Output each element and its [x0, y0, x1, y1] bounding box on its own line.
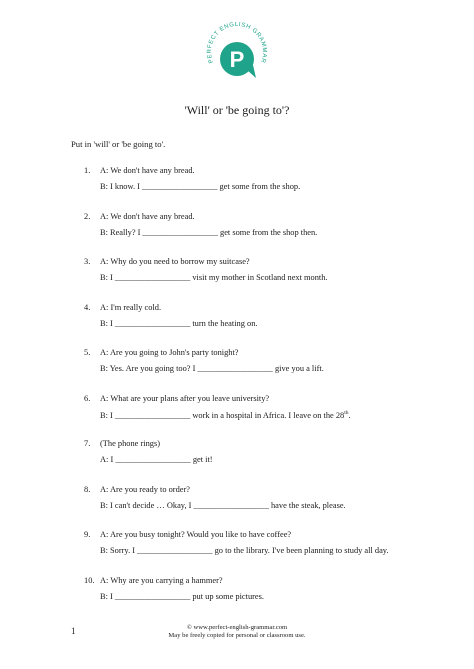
question-prompt: (The phone rings): [100, 439, 161, 448]
question-prompt: A: Are you going to John's party tonight?: [100, 348, 239, 357]
question-number: 7.: [84, 439, 91, 448]
logo-arc-text: PERFECT ENGLISH GRAMMAR: [206, 21, 268, 64]
page-title: 'Will' or 'be going to'?: [184, 103, 290, 117]
question-prompt: A: What are your plans after you leave university?: [100, 393, 270, 403]
answer-line: B: I know. I __________________ get some from the shop.: [100, 182, 301, 191]
instructions: Put in 'will' or 'be going to'.: [71, 139, 166, 149]
question-prompt: A: Why do you need to borrow my suitcase?: [100, 257, 250, 266]
footer-copyright: © www.perfect-english-grammar.com: [186, 624, 288, 631]
question-prompt: A: I'm really cold.: [100, 302, 162, 312]
answer-line: B: I can't decide … Okay, I __________________ have the steak, please.: [100, 500, 346, 510]
question-prompt: A: We don't have any bread.: [100, 166, 195, 175]
question-number: 1.: [84, 166, 91, 175]
question-prompt: A: Are you ready to order?: [100, 484, 190, 494]
answer-line: A: I __________________ get it!: [100, 455, 213, 464]
question-number: 5.: [84, 348, 91, 357]
answer-line: B: I __________________ visit my mother in Scotland next month.: [100, 273, 328, 282]
answer-line: B: Yes. Are you going too? I __________________ give you a lift.: [100, 364, 324, 373]
question-number: 8.: [84, 484, 91, 494]
question-number: 10.: [84, 575, 95, 585]
ordinal-suffix: th: [344, 409, 349, 416]
question-number: 9.: [84, 530, 91, 539]
footer: [0, 624, 474, 640]
question-number: 3.: [84, 257, 91, 266]
question-prompt: A: We don't have any bread.: [100, 211, 195, 221]
perfect-english-grammar-logo: [203, 18, 271, 86]
question-number: 4.: [84, 302, 91, 312]
question-prompt: A: Why are you carrying a hammer?: [100, 575, 223, 585]
footer-usage-note: May be freely copied for personal or classroom use.: [168, 632, 306, 639]
answer-line: B: Really? I __________________ get some from the shop then.: [100, 227, 318, 237]
answer-line: B: Sorry. I __________________ go to the library. I've been planning to study all day.: [100, 546, 389, 555]
page-number: 1: [71, 626, 76, 636]
answer-line: B: I __________________ work in a hospital in Africa. I leave on the 28th.: [100, 409, 351, 420]
question-prompt: A: Are you busy tonight? Would you like to have coffee?: [100, 530, 292, 539]
question-number: 2.: [84, 211, 91, 221]
answer-line: B: I __________________ put up some pictures.: [100, 591, 264, 601]
logo-letter: P: [229, 47, 245, 72]
answer-line: B: I __________________ turn the heating on.: [100, 318, 258, 328]
question-number: 6.: [84, 393, 91, 403]
